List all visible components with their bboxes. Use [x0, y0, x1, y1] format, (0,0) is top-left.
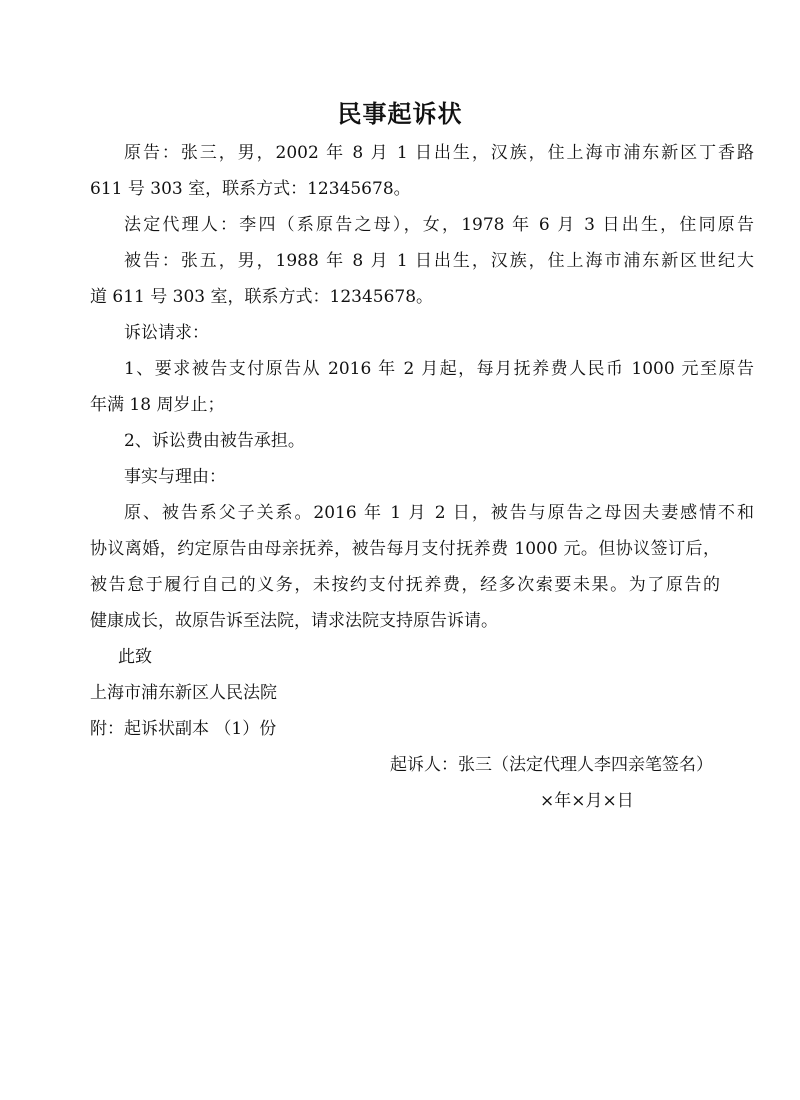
- signature-date: ×年×月×日: [540, 791, 634, 811]
- claim-item-1-line-1: 1、要求被告支付原告从 2016 年 2 月起，每月抚养费人民币 1000 元至原告: [124, 359, 754, 379]
- claim-item-1-line-2: 年满 18 周岁止；: [90, 395, 225, 415]
- plaintiff-line-1: 原告：张三，男，2002 年 8 月 1 日出生，汉族，住上海市浦东新区丁香路: [124, 143, 754, 163]
- court-name: 上海市浦东新区人民法院: [90, 683, 277, 703]
- claim-item-2: 2、诉讼费由被告承担。: [124, 431, 305, 451]
- attachment-note: 附：起诉状副本 （1）份: [90, 719, 277, 739]
- salutation: 此致: [118, 647, 152, 667]
- facts-line-4: 健康成长，故原告诉至法院，请求法院支持原告诉请。: [90, 611, 498, 631]
- claims-heading: 诉讼请求：: [124, 323, 209, 343]
- defendant-line-2: 道 611 号 303 室，联系方式：12345678。: [90, 287, 434, 307]
- document-title: 民事起诉状: [337, 100, 463, 128]
- plaintiff-line-2: 611 号 303 室，联系方式：12345678。: [90, 179, 411, 199]
- defendant-line-1: 被告：张五，男，1988 年 8 月 1 日出生，汉族，住上海市浦东新区世纪大: [124, 251, 754, 271]
- facts-line-3: 被告怠于履行自己的义务，未按约支付抚养费，经多次索要未果。为了原告的: [90, 575, 720, 595]
- signature-line: 起诉人：张三（法定代理人李四亲笔签名）: [390, 755, 713, 775]
- legal-representative-line: 法定代理人：李四（系原告之母），女，1978 年 6 月 3 日出生，住同原告: [124, 215, 754, 235]
- facts-line-2: 协议离婚，约定原告由母亲抚养，被告每月支付抚养费 1000 元。但协议签订后，: [90, 539, 720, 559]
- facts-line-1: 原、被告系父子关系。2016 年 1 月 2 日，被告与原告之母因夫妻感情不和: [124, 503, 754, 523]
- facts-heading: 事实与理由：: [124, 467, 226, 487]
